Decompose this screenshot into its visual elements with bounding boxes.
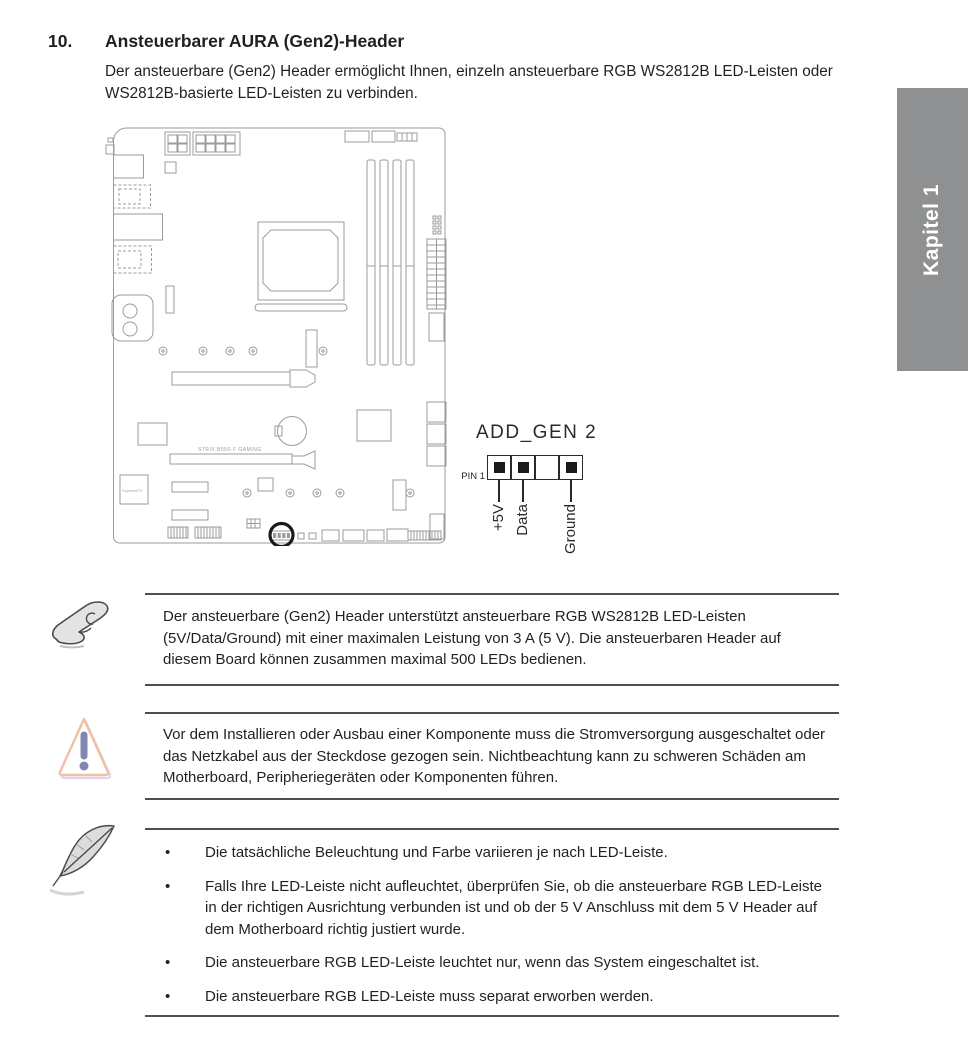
addgen2-title: ADD_GEN 2: [476, 422, 598, 443]
note-important: [145, 593, 839, 686]
aura-header-pins: [273, 533, 290, 538]
bullet-text: Die ansteuerbare RGB LED-Leiste muss separat erworben werden.: [205, 987, 654, 1005]
pin1-label: PIN 1: [461, 471, 485, 482]
note-caution: [145, 712, 839, 800]
pin-box-1: [487, 455, 511, 480]
pin-4: [566, 462, 577, 473]
board-model-label: STRIX B550-F GAMING: [198, 447, 262, 453]
intro-paragraph: Der ansteuerbare (Gen2) Header ermöglicht Ihnen, einzeln ansteuerbare RGB WS2812B LED-Leisten oder WS2812B-basierte LED-Leisten zu verbinden.: [105, 63, 833, 102]
note-list: [145, 828, 839, 1017]
pin-2: [518, 462, 529, 473]
bullet-item: [163, 876, 831, 941]
note-important-text: Der ansteuerbare (Gen2) Header unterstützt ansteuerbare RGB WS2812B LED-Leisten (5V/Data/Ground) mit einer maximalen Leistung von 3 A (5 V). Die ansteuerbaren Header auf diesem Board können zusammen maximal 500 LEDs bedienen.: [163, 608, 781, 668]
bullet-item: [163, 842, 831, 864]
pin-1: [494, 462, 505, 473]
board-outline: [114, 128, 446, 543]
note-bullet-list: [163, 842, 831, 1007]
page-title: Ansteuerbarer AURA (Gen2)-Header: [105, 31, 405, 51]
chapter-tab-label: Kapitel 1: [920, 183, 944, 276]
chapter-tab: [897, 88, 968, 371]
pin-label-ground: Ground: [562, 504, 579, 555]
bullet-text: Die ansteuerbare RGB LED-Leiste leuchtet nur, wenn das System eingeschaltet ist.: [205, 954, 760, 971]
pin-label-5v: +5V: [490, 504, 507, 532]
pin-2-stem: [522, 480, 524, 502]
pin-label-data: Data: [514, 504, 531, 536]
bullet-text: Die tatsächliche Beleuchtung und Farbe variieren je nach LED-Leiste.: [205, 844, 668, 861]
bullet-item: [163, 952, 831, 974]
addgen2-diagram: [455, 420, 675, 560]
pin-1-stem: [498, 480, 500, 502]
pin-box-3: [535, 455, 559, 480]
pin-4-stem: [570, 480, 572, 502]
warning-triangle-icon: [56, 712, 114, 794]
cpu-socket: [258, 222, 344, 300]
bullet-text: Falls Ihre LED-Leiste nicht aufleuchtet, überprüfen Sie, ob die ansteuerbare RGB LED-Leiste in der richtigen Ausrichtung verbunden ist und ob der 5 V Anschluss mit dem 5 V Header auf dem Motherboard richtig justiert wurde.: [205, 877, 823, 938]
dimm-slots: [367, 160, 414, 365]
section-number: 10.: [48, 31, 73, 51]
pin-box-4: [559, 455, 583, 480]
quill-pen-icon: [46, 820, 121, 898]
pcie-x16-slot: [170, 454, 292, 464]
motherboard-diagram: [105, 126, 450, 546]
audio-shield-label: SupremeFX: [122, 489, 143, 493]
note-caution-text: Vor dem Installieren oder Ausbau einer Komponente muss die Stromversorgung ausgeschaltet oder das Netzkabel aus der Steckdose gezogen sein. Nichtbeachtung kann zu schweren Schäden am Motherboard, Peripheriegeräten oder Komponenten führen.: [163, 726, 826, 786]
pin-box-2: [511, 455, 535, 480]
pointing-hand-icon: [48, 595, 116, 650]
bullet-item: [163, 986, 831, 1008]
chipset: [357, 410, 391, 441]
m2-heatsink: [172, 372, 290, 385]
